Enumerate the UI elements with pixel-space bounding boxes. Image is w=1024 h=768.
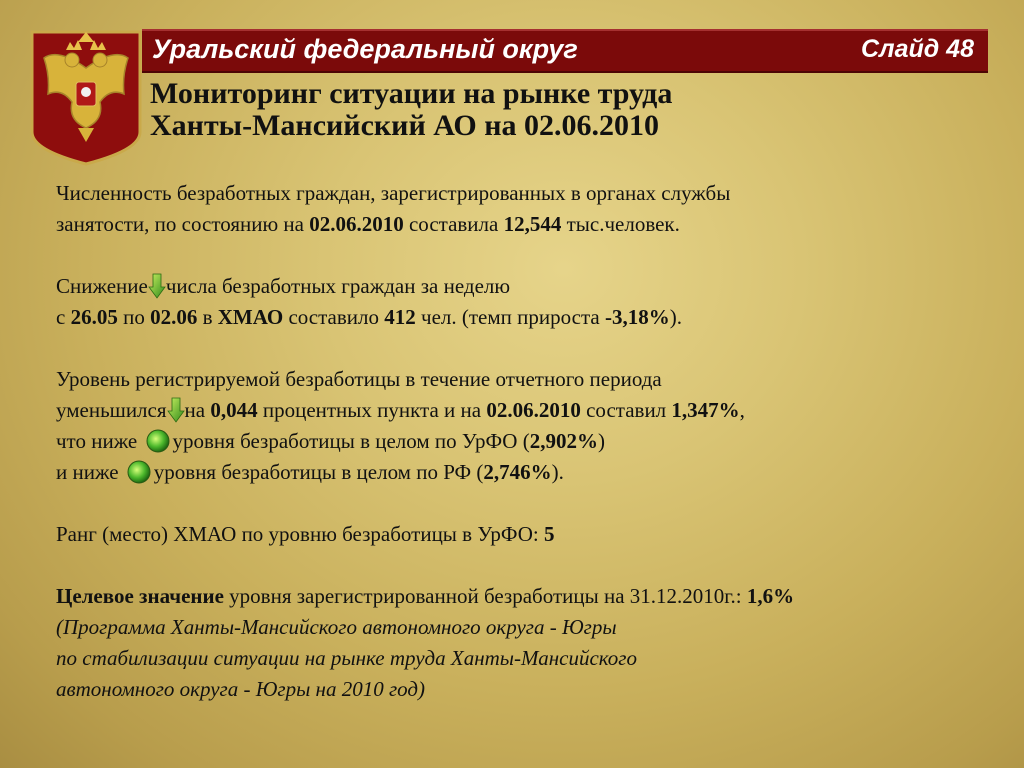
slide-number: Слайд 48: [861, 35, 974, 63]
decrease-count-value: 412: [384, 305, 416, 329]
russian-coat-of-arms-icon: [28, 28, 144, 166]
paragraph-target-value: Целевое значение уровня зарегистрированной безработицы на 31.12.2010г.: 1,6% (Программа Ханты-Мансийского автономного округа - Югры по стабилизации ситуации на рынке труда Ханты-Мансийского автономного округа - Югры на 2010 год): [56, 584, 795, 701]
unemployed-count-value: 12,544: [503, 212, 562, 236]
slide-content: [56, 178, 986, 736]
subtitle-line-2: Ханты-Мансийский АО на 02.06.2010: [150, 109, 660, 142]
header-bar: [142, 29, 988, 73]
date-value: 02.06.2010: [309, 212, 404, 236]
green-down-arrow-icon: [148, 273, 166, 299]
rank-value: 5: [543, 522, 555, 546]
subtitle-line-1: Мониторинг ситуации на рынке труда: [150, 77, 673, 110]
paragraph-unemployment-level: Уровень регистрируемой безработицы в течение отчетного периода уменьшился на 0,044 процентных пункта и на 02.06.2010 составил 1,347%, что ниже уровня безработицы в целом по УрФО (2,902%) и ниже уровня безработицы в целом по РФ (2,746%).: [56, 367, 745, 484]
target-value: 1,6%: [746, 584, 795, 608]
slide-subtitle: [150, 78, 672, 142]
green-down-arrow-icon: [167, 397, 185, 423]
header-title: Уральский федеральный округ: [152, 34, 578, 64]
growth-rate-value: -3,18%: [604, 305, 670, 329]
paragraph-rank: Ранг (место) ХМАО по уровню безработицы в УрФО: 5: [56, 522, 555, 546]
green-circle-icon: [126, 459, 152, 485]
paragraph-unemployed-count: Численность безработных граждан, зарегистрированных в органах службы занятости, по состоянию на 02.06.2010 составила 12,544 тыс.человек.: [56, 181, 731, 236]
green-circle-icon: [145, 428, 171, 454]
paragraph-weekly-decrease: Снижение числа безработных граждан за неделю с 26.05 по 02.06 в ХМАО составило 412 чел. (темп прироста -3,18%).: [56, 274, 682, 329]
unemployment-level-value: 1,347%: [671, 398, 740, 422]
